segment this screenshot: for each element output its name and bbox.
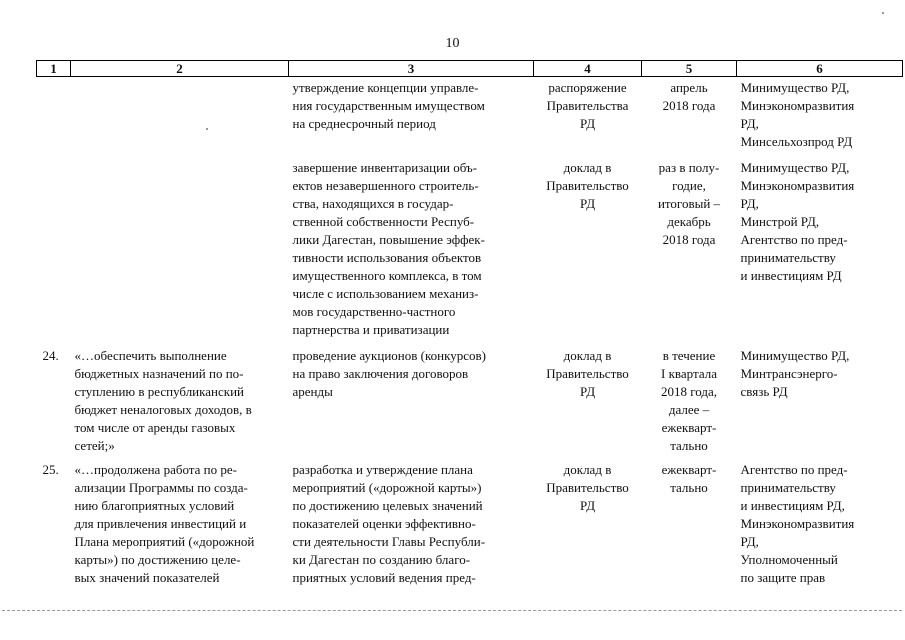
action-cell: разработка и утверждение плана мероприятий («дорожной карты») по достижению целевых значений показателей оценки эффективно- сти деятельности Главы Республи- ки Дагестан по созданию благо- приятных условий ведения пред- <box>292 461 486 585</box>
goal-cell: «…обеспечить выполнение бюджетных назначений по по- ступлению в республиканский бюджет неналоговых доходов, в том числе от аренды газовых сетей;» <box>74 347 252 453</box>
responsible-cell: Минимущество РД, Минтрансэнерго- связь РД <box>740 347 850 399</box>
plan-table <box>36 60 903 589</box>
responsible-cell: Агентство по пред- принимательству и инвестициям РД, Минэкономразвития РД, Уполномоченный по защите прав <box>740 461 855 585</box>
row-number: 24. <box>42 347 59 363</box>
deadline-cell: раз в полу- годие, итоговый – декабрь 2018 года <box>657 159 721 247</box>
row-number: 25. <box>42 461 59 477</box>
header-col-3: 3 <box>289 61 534 77</box>
speck <box>882 12 884 14</box>
header-col-4: 4 <box>534 61 642 77</box>
table-row <box>37 159 903 347</box>
deadline-cell: ежекварт- тально <box>661 461 717 495</box>
row-number <box>37 159 71 347</box>
goal-cell: «…продолжена работа по ре- ализации Программы по созда- нию благоприятных условий для привлечения инвестиций и Плана мероприятий («дорожной карты») по достижению целе- вых значений показателей <box>74 461 255 585</box>
header-col-5: 5 <box>642 61 737 77</box>
row-number <box>37 77 71 159</box>
speck <box>206 128 208 130</box>
table-row <box>37 77 903 159</box>
header-row <box>37 61 903 77</box>
scan-edge-line <box>2 610 902 611</box>
form-cell: доклад в Правительство РД <box>546 159 629 211</box>
form-cell: доклад в Правительство РД <box>546 461 629 513</box>
action-cell: утверждение концепции управле- ния государственным имуществом на среднесрочный период <box>292 80 485 131</box>
form-cell: доклад в Правительство РД <box>546 347 629 399</box>
table-row <box>37 461 903 589</box>
table-row <box>37 347 903 461</box>
goal-cell <box>71 77 289 159</box>
deadline-cell: апрель 2018 года <box>662 80 716 113</box>
header-col-1: 1 <box>37 61 71 77</box>
responsible-cell: Минимущество РД, Минэкономразвития РД, Минстрой РД, Агентство по пред- принимательству и инвестициям РД <box>740 159 855 283</box>
page-number: 10 <box>445 36 460 51</box>
action-cell: проведение аукционов (конкурсов) на право заключения договоров аренды <box>292 347 486 399</box>
header-col-6: 6 <box>737 61 903 77</box>
deadline-cell: в течение I квартала 2018 года, далее – ежекварт- тально <box>660 347 718 453</box>
responsible-cell: Минимущество РД, Минэкономразвития РД, Минсельхозпрод РД <box>740 80 855 149</box>
form-cell: распоряжение Правительства РД <box>546 80 629 131</box>
goal-cell <box>71 159 289 347</box>
header-col-2: 2 <box>71 61 289 77</box>
action-cell: завершение инвентаризации объ- ектов незавершенного строитель- ства, находящихся в государ- ственной собственности Респуб- лики Дагестан, повышение эффек- тивности использования объектов имущественного комплекса, в том числе с использованием механиз- мов государственно-частного партнерства и приватизации <box>292 159 485 337</box>
